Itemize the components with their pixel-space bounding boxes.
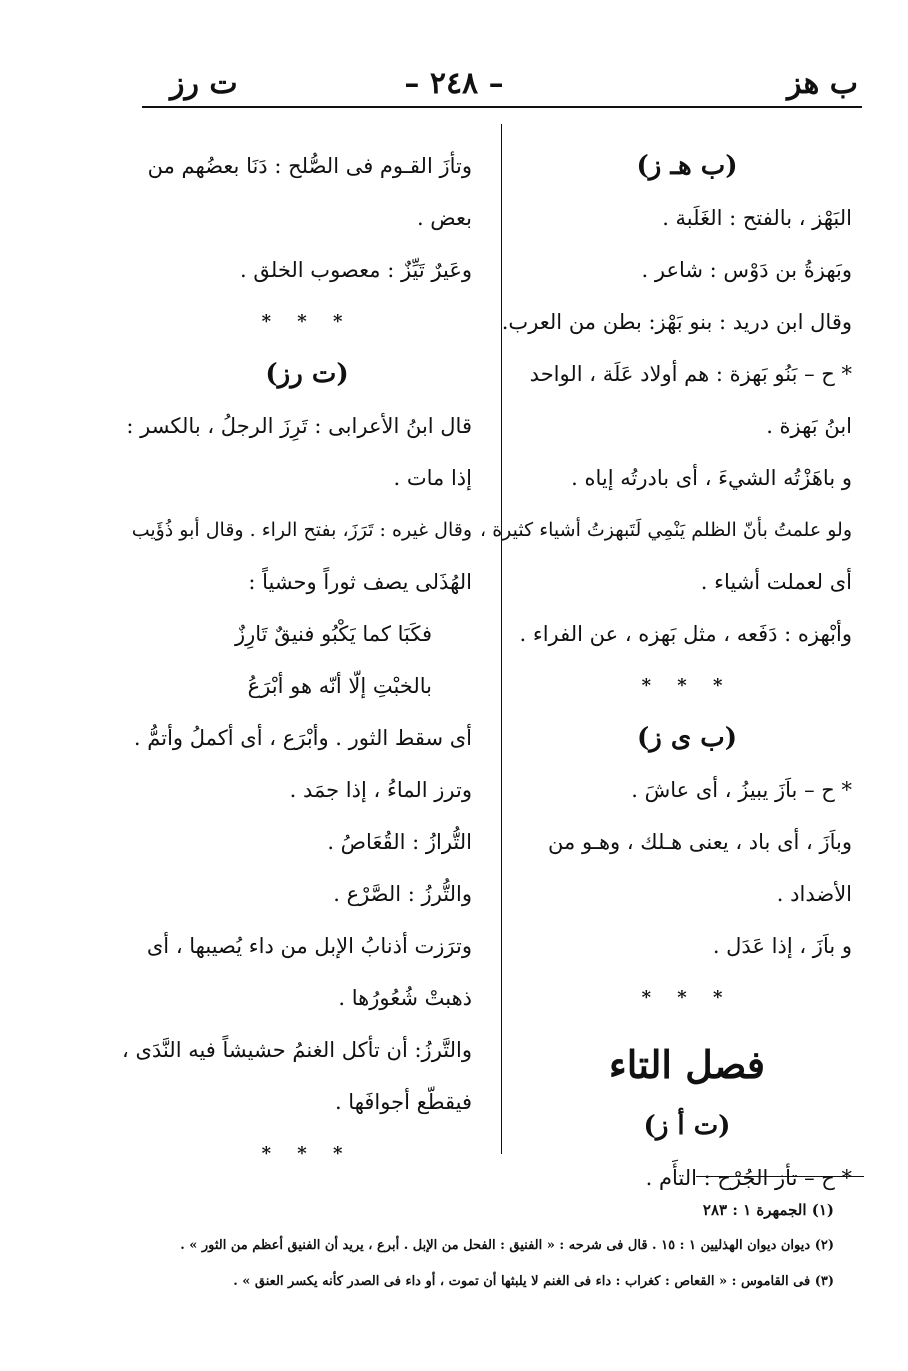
text-line: الهُذَلى يصف ثوراً وحشياً : — [248, 570, 472, 594]
running-head-left: ت رز — [170, 66, 238, 101]
section-separator: * * * — [641, 675, 733, 696]
entry-heading-byz: (ب ى ز) — [636, 723, 738, 753]
text-line: أى لعملت أشياء . — [700, 570, 852, 594]
right-column — [480, 140, 852, 1204]
text-line: ولو علمتُ بأنّ الظلم يَنْمِي لَتَبهزتُ أشياء كثيرة ، — [480, 519, 852, 541]
text-line: وعَيرٌ تَيِّزٌ : معصوب الخلق . — [240, 258, 472, 282]
text-line: قال ابنُ الأعرابى : تَرِزَ الرجلُ ، بالكسر : — [126, 414, 472, 438]
text-line: بعض . — [416, 206, 472, 230]
text-line: وبَهزةُ بن دَوْس : شاعر . — [641, 258, 852, 282]
entry-heading-bhz: (ب هـ ز) — [636, 151, 738, 181]
header-rule — [142, 106, 862, 108]
text-line: والتُّرزُ : الصَّرْع . — [333, 882, 472, 906]
chapter-heading: فصل التاء — [608, 1042, 766, 1087]
text-line: أى سقط الثور . وأبْرَع ، أى أكملُ وأتمُّ . — [133, 726, 472, 750]
verse-line: فكَبَا كما يَكْبُو فنيقٌ تَارِزٌ — [235, 622, 432, 646]
section-separator: * * * — [641, 987, 733, 1008]
entry-heading-taz: (ت أ ز) — [643, 1111, 731, 1141]
text-line: و باهَزْتُه الشيءَ ، أى بادرتُه إياه . — [571, 466, 852, 490]
text-line: وقال غيره : تَرَزَ، بفتح الراء . وقال أبو ذُؤَيب — [131, 519, 472, 541]
text-line: إذا مات . — [393, 466, 472, 490]
text-line: وباَزَ ، أى باد ، يعنى هـلك ، وهـو من — [548, 830, 852, 854]
text-line: ابنُ بَهزة . — [766, 414, 852, 438]
text-line: * ح – باَزَ يبيزُ ، أى عاشَ . — [631, 778, 852, 802]
left-column — [122, 140, 472, 1180]
text-line: والتَّرزُ: أن تأكل الغنمُ حشيشاً فيه النَّدَى ، — [122, 1038, 472, 1062]
text-line: وقال ابن دريد : بنو بَهْز: بطن من العرب. — [501, 310, 852, 334]
text-line: البَهْز ، بالفتح : الغَلَبة . — [662, 206, 852, 230]
text-line: * ح – تأز الجُرْح : التأَم . — [645, 1166, 852, 1190]
text-line: وأبْهزه : دَفَعه ، مثل بَهزه ، عن الفراء . — [519, 622, 852, 646]
page-number: – ٢٤٨ – — [404, 66, 504, 101]
footnotes — [134, 1192, 834, 1300]
text-line: ذهبتْ شُعُورُها . — [338, 986, 472, 1010]
verse-line: بالخبْتِ إلّا أنّه هو أبْرَعُ — [247, 674, 432, 698]
text-line: وترَزت أذنابُ الإبل من داء يُصيبها ، أى — [146, 934, 472, 958]
section-separator: * * * — [261, 1143, 353, 1164]
running-head-right: ب هز — [786, 66, 858, 101]
footnote-rule — [696, 1176, 864, 1177]
footnote: (٣) فى القاموس : « القعاص : كغراب : داء فى الغنم لا يلبثها أن تموت ، أو داء فى الصدر كأنه يكسر العنق » . — [233, 1274, 834, 1289]
column-divider — [501, 124, 502, 1154]
entry-heading-trz: (ت رز) — [265, 359, 349, 389]
text-line: و باَزَ ، إذا عَدَل . — [712, 934, 852, 958]
text-line: التُّرازُ : القُعَاصُ . — [327, 830, 472, 854]
footnote: (٢) ديوان ديوان الهذليين ١ : ١٥ . قال فى شرحه : « الفنيق : الفحل من الإبل . أبرع ، يريد أن الفنيق أعظم من الثور » . — [180, 1238, 834, 1253]
text-line: * ح – بَنُو بَهزة : هم أولاد عَلَة ، الواحد — [529, 362, 852, 386]
section-separator: * * * — [261, 311, 353, 332]
text-line: فيقطّع أجوافَها . — [334, 1090, 472, 1114]
text-line: الأضداد . — [776, 882, 852, 906]
text-line: وترز الماءُ ، إذا جمَد . — [289, 778, 472, 802]
footnote: (١) الجمهرة ١ : ٢٨٣ — [702, 1201, 834, 1219]
text-line: وتأزَ القـوم فى الصُّلح : دَنَا بعضُهم من — [147, 154, 472, 178]
